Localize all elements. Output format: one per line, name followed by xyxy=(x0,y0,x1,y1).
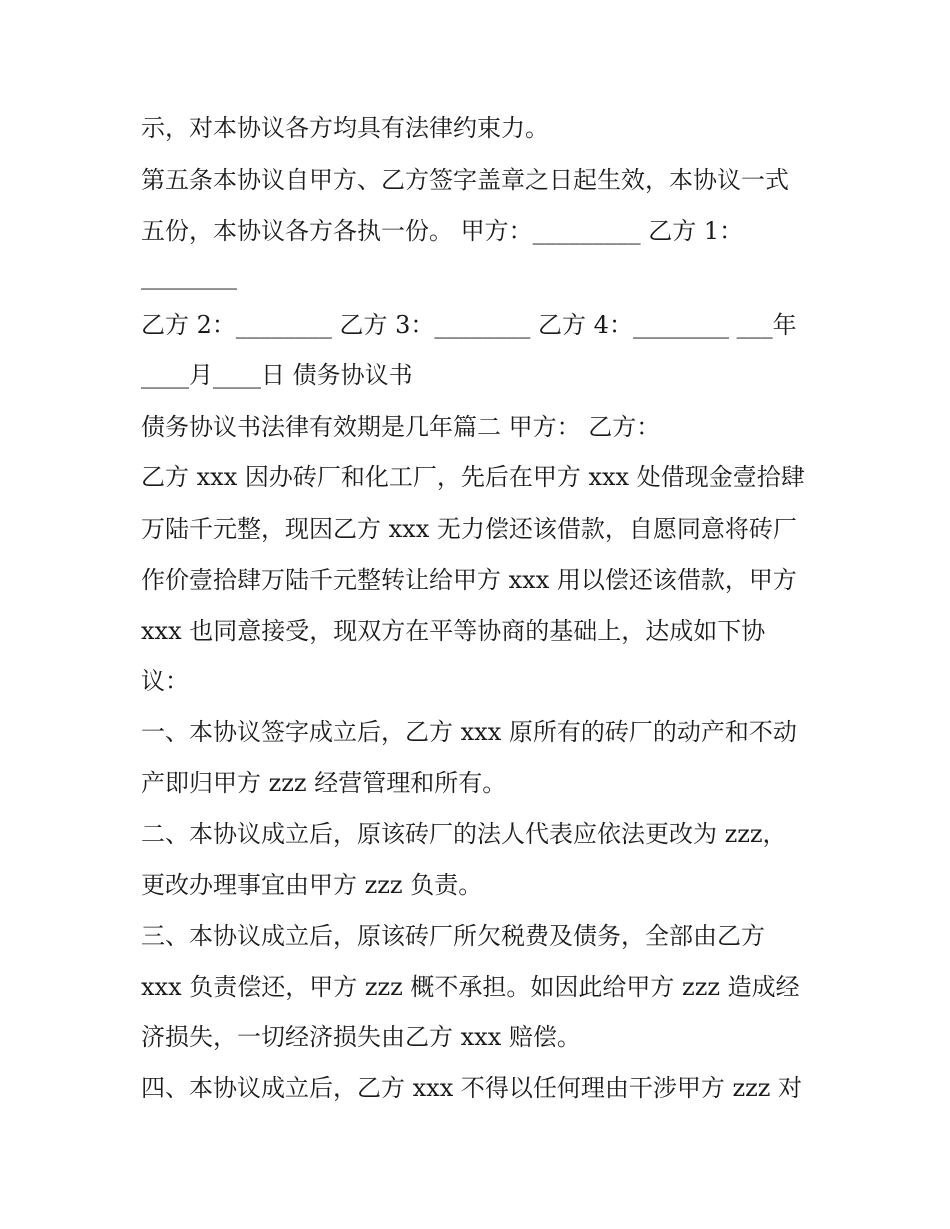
text-line: 乙方 2：________ 乙方 3：________ 乙方 4：________ ___年 xyxy=(141,311,797,339)
text-line: 济损失，一切经济损失由乙方 xxx 赔偿。 xyxy=(141,1023,581,1051)
text-line: ________ xyxy=(141,262,237,290)
text-line: 更改办理事宜由甲方 zzz 负责。 xyxy=(141,871,483,899)
text-line: 乙方 xxx 因办砖厂和化工厂，先后在甲方 xxx 处借现金壹拾肆 xyxy=(141,463,805,491)
text-line: 二、本协议成立后，原该砖厂的法人代表应依法更改为 zzz， xyxy=(141,820,787,848)
text-line: xxx 也同意接受，现双方在平等协商的基础上，达成如下协 xyxy=(141,617,766,645)
text-line: 一、本协议签字成立后，乙方 xxx 原所有的砖厂的动产和不动 xyxy=(141,718,797,746)
text-line: 债务协议书法律有效期是几年篇二 甲方： 乙方： xyxy=(141,413,661,441)
text-line: ____月____日 债务协议书 xyxy=(141,361,413,389)
text-line: 五份，本协议各方各执一份。 甲方：_________ 乙方 1： xyxy=(141,217,744,245)
text-line: 作价壹拾肆万陆千元整转让给甲方 xxx 用以偿还该借款，甲方 xyxy=(141,566,797,594)
text-line: 议： xyxy=(141,667,189,695)
text-line: 万陆千元整，现因乙方 xxx 无力偿还该借款，自愿同意将砖厂 xyxy=(141,515,797,543)
text-line: 产即归甲方 zzz 经营管理和所有。 xyxy=(141,769,507,797)
text-line: 示，对本协议各方均具有法律约束力。 xyxy=(141,114,549,142)
text-line: 四、本协议成立后，乙方 xxx 不得以任何理由干涉甲方 zzz 对 xyxy=(141,1074,803,1102)
text-line: 第五条本协议自甲方、乙方签字盖章之日起生效，本协议一式 xyxy=(141,166,789,194)
text-line: 三、本协议成立后，原该砖厂所欠税费及债务，全部由乙方 xyxy=(141,922,765,950)
text-line: xxx 负责偿还，甲方 zzz 概不承担。如因此给甲方 zzz 造成经 xyxy=(141,973,800,1001)
